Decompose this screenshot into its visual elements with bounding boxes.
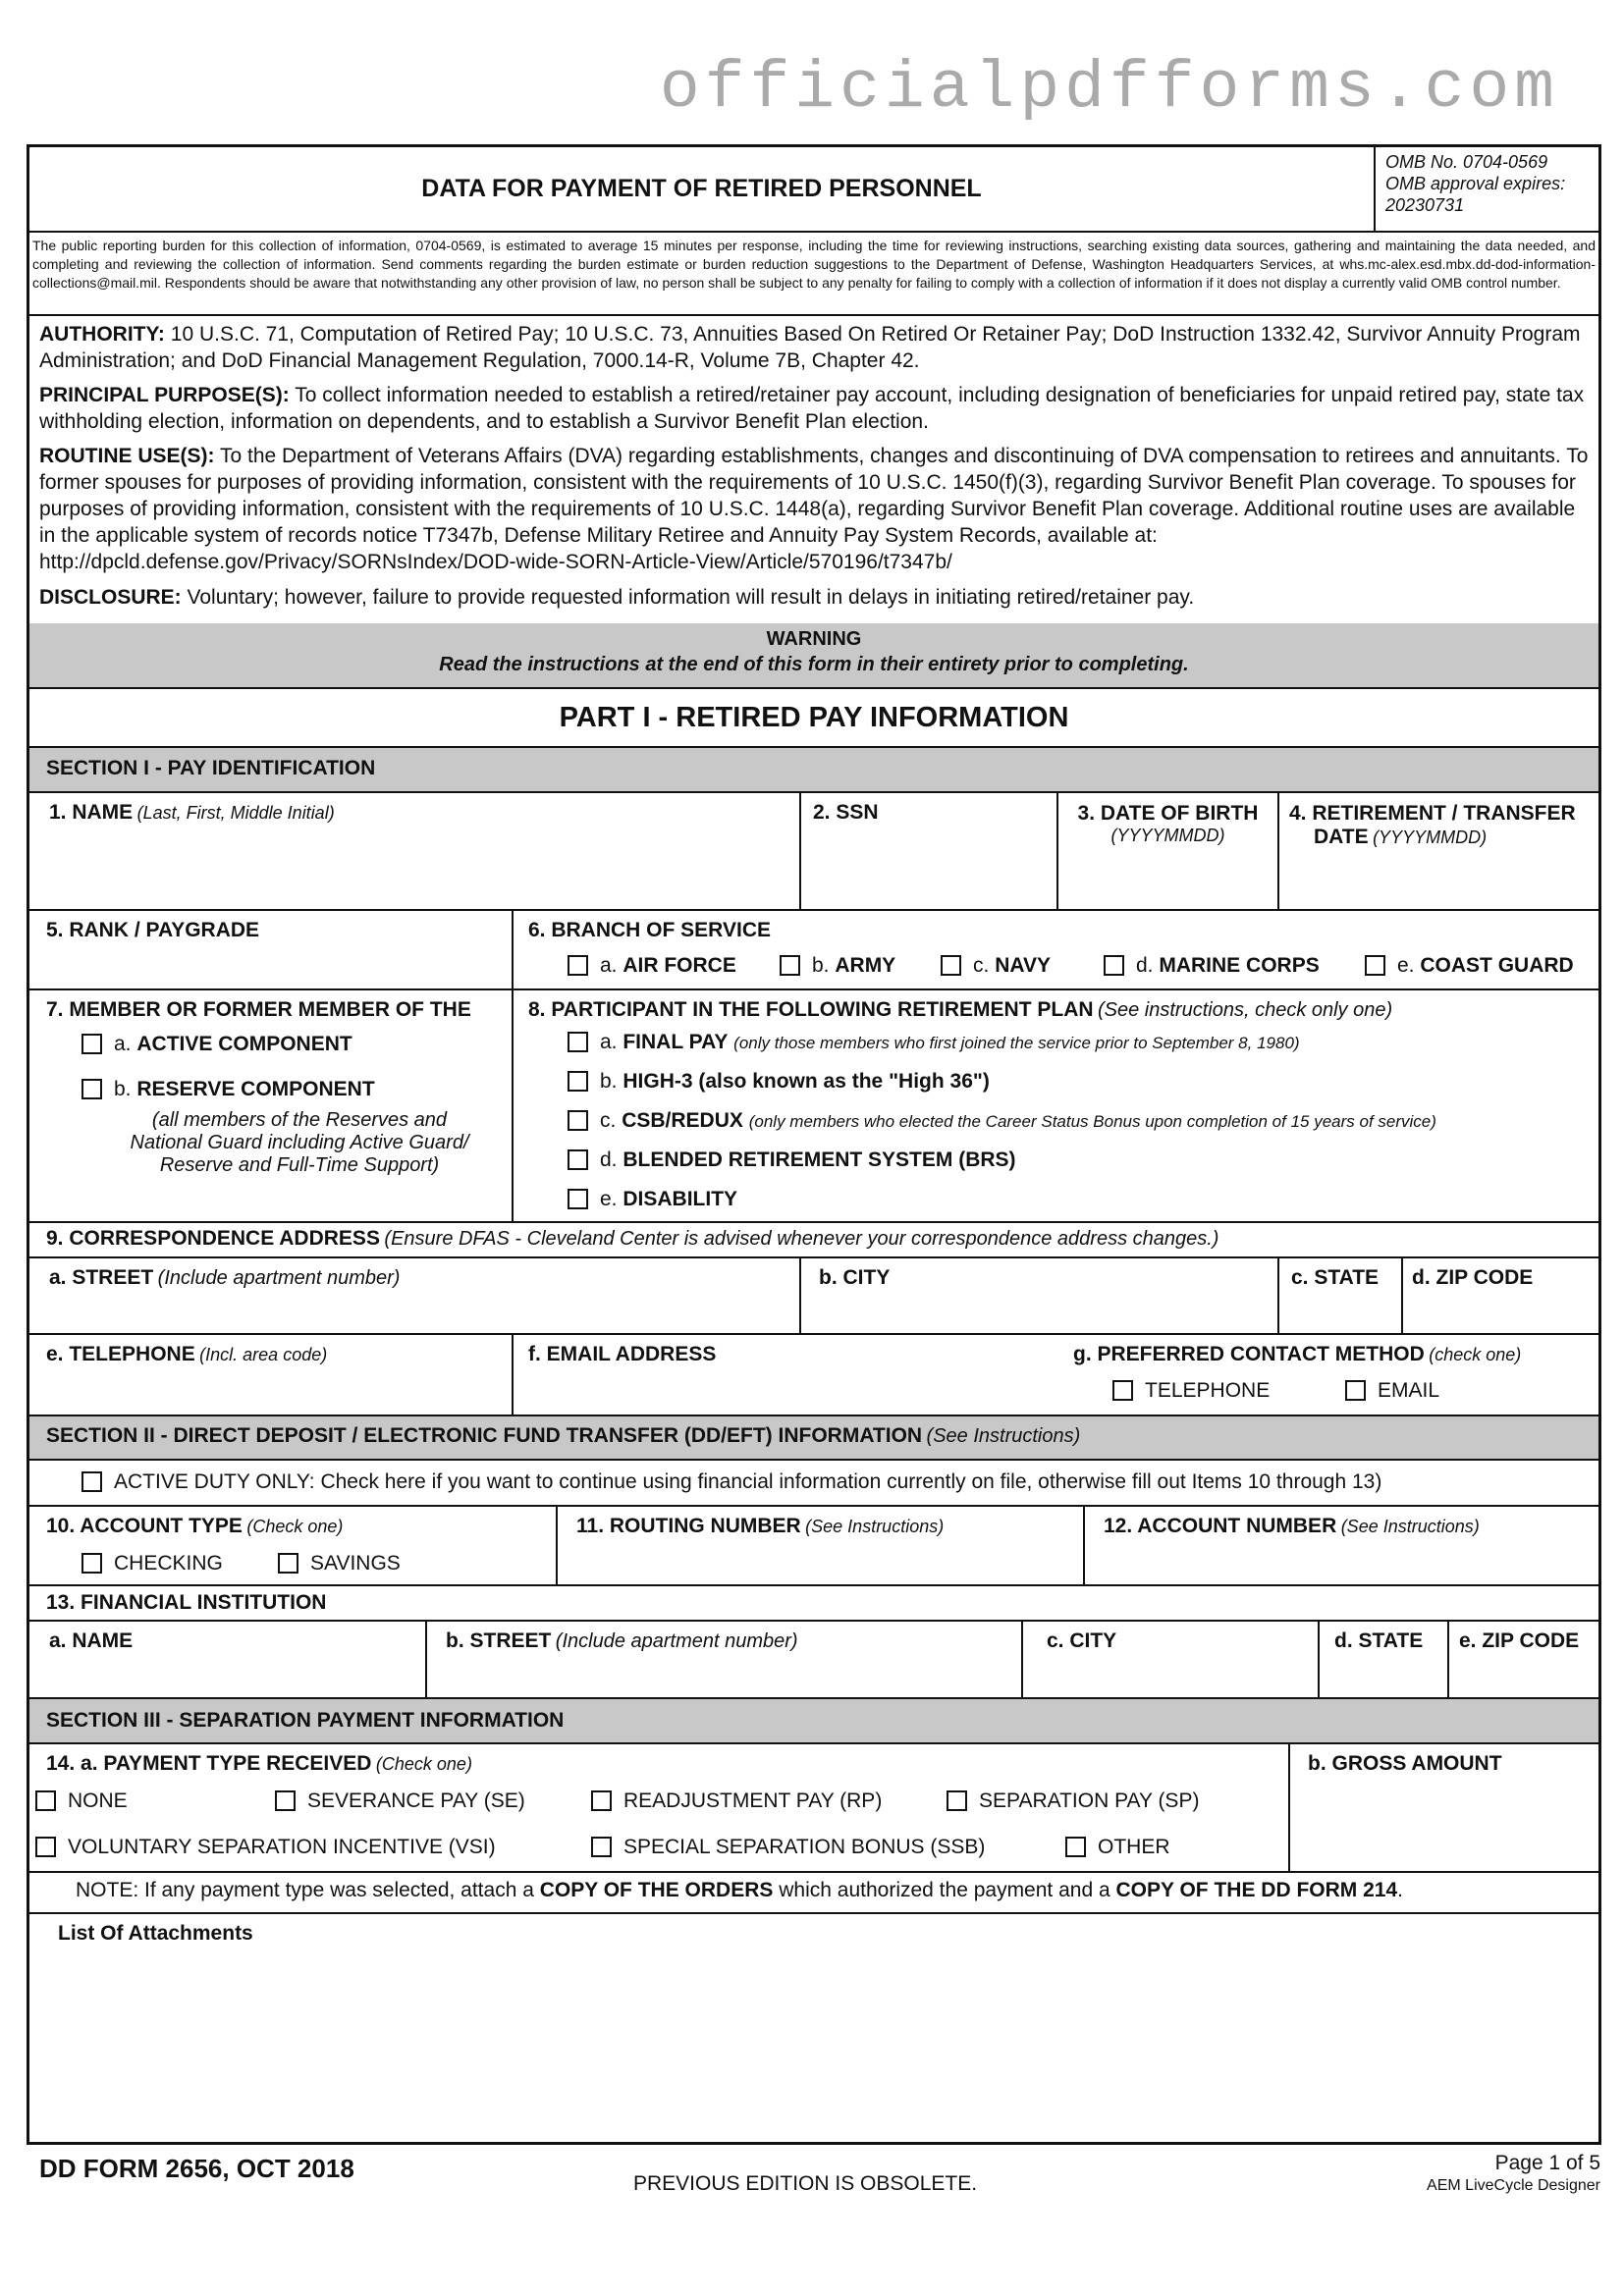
row-contact-fields xyxy=(29,1335,1598,1416)
designer-label: AEM LiveCycle Designer xyxy=(1427,2177,1600,2194)
payment-type-field: 14. a. PAYMENT TYPE RECEIVED (Check one) NONE SEVERANCE PAY (SE) READJUSTMENT PAY (RP) SEPARATION PAY (SP) VOLUNTARY SEPARATION INCENTIVE (VSI) SPECIAL SEPARATION BONUS (SSB) OTHER xyxy=(29,1744,1288,1871)
branch-army-option[interactable]: b. ARMY xyxy=(780,954,895,978)
fi-city-field[interactable]: c. CITY xyxy=(1021,1622,1318,1697)
separation-checkbox[interactable] xyxy=(947,1790,967,1811)
plan-final-pay-option[interactable]: a. FINAL PAY (only those members who first joined the service prior to September 8, 1980) xyxy=(568,1031,1300,1054)
street-field[interactable]: a. STREET (Include apartment number) xyxy=(49,1266,401,1289)
part1-title: PART I - RETIRED PAY INFORMATION xyxy=(559,701,1069,733)
branch-marine-corps-option[interactable]: d. MARINE CORPS xyxy=(1104,954,1320,978)
burden-text: The public reporting burden for this collection of information, 0704-0569, is estimated to average 15 minutes per response, including the time for reviewing instructions, searching existing data sources, gathering and maintaining the data needed, and completing and reviewing the collection of information. Send comments regarding the burden estimate or burden reduction suggestions to the Department of Defense, Washington Headquarters Services, at whs.mc-alex.esd.mbx.dd-dod-information-collections@mail.mil. Respondents should be aware that notwithstanding any other provision of law, no person shall be subject to any penalty for failing to comply with a collection of information if it does not display a currently valid OMB control number. xyxy=(32,238,1596,291)
savings-checkbox[interactable] xyxy=(278,1553,298,1574)
obsolete-notice: PREVIOUS EDITION IS OBSOLETE. xyxy=(633,2172,978,2195)
brs-checkbox[interactable] xyxy=(568,1149,588,1170)
ssb-checkbox[interactable] xyxy=(591,1837,612,1857)
payment-severance-option[interactable]: SEVERANCE PAY (SE) xyxy=(275,1789,525,1813)
section3-header: SECTION III - SEPARATION PAYMENT INFORMATION xyxy=(29,1699,1598,1744)
section2-header: SECTION II - DIRECT DEPOSIT / ELECTRONIC FUND TRANSFER (DD/EFT) INFORMATION (See Instructions) xyxy=(29,1416,1598,1461)
burden-statement xyxy=(29,233,1598,316)
page-number: Page 1 of 5 xyxy=(1494,2152,1600,2174)
account-number-field[interactable]: 12. ACCOUNT NUMBER (See Instructions) xyxy=(1083,1507,1598,1584)
plan-disability-option[interactable]: e. DISABILITY xyxy=(568,1188,737,1211)
contact-telephone-option[interactable]: TELEPHONE xyxy=(1112,1379,1270,1403)
savings-option[interactable]: SAVINGS xyxy=(278,1552,401,1575)
row-items-5-6 xyxy=(29,911,1598,990)
dob-field[interactable]: 3. DATE OF BIRTH (YYYYMMDD) xyxy=(1056,793,1277,909)
routing-number-field[interactable]: 11. ROUTING NUMBER (See Instructions) xyxy=(556,1507,1083,1584)
section1-title: SECTION I - PAY IDENTIFICATION xyxy=(46,757,376,779)
member-field: 7. MEMBER OR FORMER MEMBER OF THE a. ACTIVE COMPONENT b. RESERVE COMPONENT (all members of the Reserves and National Guard including Active Guard/ Reserve and Full-Time Support) xyxy=(29,990,512,1221)
checking-checkbox[interactable] xyxy=(81,1553,102,1574)
payment-readjustment-option[interactable]: READJUSTMENT PAY (RP) xyxy=(591,1789,882,1813)
disclosure: DISCLOSURE: Voluntary; however, failure to provide requested information will result in delays in initiating retired/retainer pay. xyxy=(39,586,1195,609)
branch-navy-option[interactable]: c. NAVY xyxy=(941,954,1051,978)
form-id: DD FORM 2656, OCT 2018 xyxy=(39,2154,354,2183)
routine-uses: ROUTINE USE(S): To the Department of Veterans Affairs (DVA) regarding establishments, changes and discontinuing of DVA compensation to retirees and annuitants. To former spouses for purposes of providing information, consistent with the requirements of 10 U.S.C. 1450(f)(3), regarding Survivor Benefit Plan coverage. To spouses for purposes of providing information, consistent with the requirements of 10 U.S.C. 1448(a), regarding Survivor Benefit Plan coverage. Additional routine uses are available in the applicable system of records notice T7347b, Defense Military Retiree and Annuity Pay System Records, available at: http://dpcld.defense.gov/Privacy/SORNsIndex/DOD-wide-SORN-Article-View/Article/570196/t7347b/ xyxy=(39,445,1589,573)
attachments-area[interactable]: List Of Attachments xyxy=(58,1922,253,1945)
plan-high3-option[interactable]: b. HIGH-3 (also known as the "High 36") xyxy=(568,1070,990,1094)
watermark: officialpdfforms.com xyxy=(659,51,1559,127)
form-title: DATA FOR PAYMENT OF RETIRED PERSONNEL xyxy=(421,175,982,202)
coast-guard-checkbox[interactable] xyxy=(1365,955,1385,976)
warning-banner xyxy=(29,623,1598,689)
city-field[interactable]: b. CITY xyxy=(799,1258,1277,1333)
payment-other-option[interactable]: OTHER xyxy=(1065,1836,1170,1859)
branch-field: 6. BRANCH OF SERVICE a. AIR FORCE b. ARMY c. NAVY d. MARINE CORPS e. COAST GUARD xyxy=(512,911,1598,988)
gross-amount-field[interactable]: b. GROSS AMOUNT xyxy=(1288,1744,1598,1871)
contact-email-option[interactable]: EMAIL xyxy=(1345,1379,1439,1403)
rank-field[interactable]: 5. RANK / PAYGRADE xyxy=(46,919,260,941)
state-field[interactable]: c. STATE xyxy=(1277,1258,1401,1333)
note-row: NOTE: If any payment type was selected, attach a COPY OF THE ORDERS which authorized the payment and a COPY OF THE DD FORM 214. xyxy=(29,1873,1598,1914)
name-field[interactable]: 1. NAME (Last, First, Middle Initial) xyxy=(49,801,335,824)
fi-zip-field[interactable]: e. ZIP CODE xyxy=(1447,1622,1598,1697)
payment-separation-option[interactable]: SEPARATION PAY (SP) xyxy=(947,1789,1199,1813)
active-duty-checkbox[interactable] xyxy=(81,1471,102,1492)
authority: AUTHORITY: 10 U.S.C. 71, Computation of Retired Pay; 10 U.S.C. 73, Annuities Based On Retired Or Retainer Pay; DoD Instruction 1332.42, Survivor Annuity Program Administration; and DoD Financial Management Regulation, 7000.14-R, Volume 7B, Chapter 42. xyxy=(39,323,1581,372)
plan-brs-option[interactable]: d. BLENDED RETIREMENT SYSTEM (BRS) xyxy=(568,1148,1016,1172)
navy-checkbox[interactable] xyxy=(941,955,961,976)
vsi-checkbox[interactable] xyxy=(35,1837,56,1857)
financial-institution-header: 13. FINANCIAL INSTITUTION xyxy=(29,1586,1598,1622)
retirement-plan-field: 8. PARTICIPANT IN THE FOLLOWING RETIREMENT PLAN (See instructions, check only one) a. FINAL PAY (only those members who first joined the service prior to September 8, 1980) b. HIGH-3 (also known as the "High 36") c. CSB/REDUX (only members who elected the Career Status Bonus upon completion of 15 years of service) d. BLENDED RETIREMENT SYSTEM (BRS) e. DISABILITY xyxy=(512,990,1598,1221)
high3-checkbox[interactable] xyxy=(568,1071,588,1092)
principal-purpose: PRINCIPAL PURPOSE(S): To collect information needed to establish a retired/retainer pay account, including designation of beneficiaries for unpaid retired pay, state tax withholding election, information on dependents, and to establish a Survivor Benefit Plan election. xyxy=(39,384,1585,433)
contact-email-checkbox[interactable] xyxy=(1345,1380,1366,1401)
telephone-field[interactable]: e. TELEPHONE (Incl. area code) xyxy=(46,1343,328,1365)
omb-expires: 20230731 xyxy=(1385,195,1465,215)
dd-form-2656 xyxy=(27,144,1601,2145)
section1-header xyxy=(29,748,1598,793)
warning-text: Read the instructions at the end of this form in their entirety prior to completing. xyxy=(439,654,1189,675)
part1-title-row xyxy=(29,689,1598,748)
fi-street-field[interactable]: b. STREET (Include apartment number) xyxy=(425,1622,1021,1697)
reserve-note: (all members of the Reserves and National Guard including Active Guard/ Reserve and Full-Time Support) xyxy=(130,1109,469,1176)
active-duty-row xyxy=(29,1461,1598,1507)
zip-field[interactable]: d. ZIP CODE xyxy=(1401,1258,1598,1333)
active-component-option[interactable]: a. ACTIVE COMPONENT xyxy=(81,1033,352,1056)
row-items-1-4 xyxy=(29,793,1598,911)
warning-title: WARNING xyxy=(766,628,862,650)
active-duty-option[interactable]: ACTIVE DUTY ONLY: Check here if you want to continue using financial information currently on file, otherwise fill out Items 10 through 13) xyxy=(81,1470,1381,1494)
army-checkbox[interactable] xyxy=(780,955,800,976)
omb-expires-label: OMB approval expires: xyxy=(1385,174,1566,193)
fi-state-field[interactable]: d. STATE xyxy=(1318,1622,1447,1697)
account-type-field: 10. ACCOUNT TYPE (Check one) CHECKING SAVINGS xyxy=(46,1515,401,1575)
branch-air-force-option[interactable]: a. AIR FORCE xyxy=(568,954,736,978)
checking-option[interactable]: CHECKING xyxy=(81,1552,223,1575)
row-items-10-12 xyxy=(29,1507,1598,1586)
plan-csb-redux-option[interactable]: c. CSB/REDUX (only members who elected the Career Status Bonus upon completion of 15 years of service) xyxy=(568,1109,1436,1133)
final-pay-checkbox[interactable] xyxy=(568,1032,588,1052)
contact-method-field: g. PREFERRED CONTACT METHOD (check one) TELEPHONE EMAIL xyxy=(1073,1343,1522,1402)
disability-checkbox[interactable] xyxy=(568,1189,588,1209)
row-items-7-8 xyxy=(29,990,1598,1223)
retirement-date-field[interactable]: 4. RETIREMENT / TRANSFER DATE (YYYYMMDD) xyxy=(1277,793,1598,909)
row-item-14 xyxy=(29,1744,1598,1873)
row-address-fields xyxy=(29,1258,1598,1335)
email-field[interactable]: f. EMAIL ADDRESS xyxy=(512,1335,1056,1415)
other-checkbox[interactable] xyxy=(1065,1837,1086,1857)
form-header xyxy=(29,147,1598,233)
payment-ssb-option[interactable]: SPECIAL SEPARATION BONUS (SSB) xyxy=(591,1836,985,1859)
severance-checkbox[interactable] xyxy=(275,1790,296,1811)
payment-none-option[interactable]: NONE xyxy=(35,1789,128,1813)
omb-number: OMB No. 0704-0569 xyxy=(1385,152,1548,172)
csb-redux-checkbox[interactable] xyxy=(568,1110,588,1131)
none-checkbox[interactable] xyxy=(35,1790,56,1811)
ssn-field[interactable]: 2. SSN xyxy=(799,793,1056,909)
branch-coast-guard-option[interactable]: e. COAST GUARD xyxy=(1365,954,1574,978)
reserve-component-checkbox[interactable] xyxy=(81,1079,102,1099)
fi-name-field[interactable]: a. NAME xyxy=(49,1629,134,1652)
address-header: 9. CORRESPONDENCE ADDRESS (Ensure DFAS - Cleveland Center is advised whenever your correspondence address changes.) xyxy=(29,1223,1598,1258)
reserve-component-option[interactable]: b. RESERVE COMPONENT xyxy=(81,1078,375,1101)
active-component-checkbox[interactable] xyxy=(81,1034,102,1054)
readjustment-checkbox[interactable] xyxy=(591,1790,612,1811)
air-force-checkbox[interactable] xyxy=(568,955,588,976)
payment-vsi-option[interactable]: VOLUNTARY SEPARATION INCENTIVE (VSI) xyxy=(35,1836,496,1859)
marine-corps-checkbox[interactable] xyxy=(1104,955,1124,976)
row-financial-institution xyxy=(29,1622,1598,1699)
contact-telephone-checkbox[interactable] xyxy=(1112,1380,1133,1401)
omb-box xyxy=(1374,147,1598,231)
